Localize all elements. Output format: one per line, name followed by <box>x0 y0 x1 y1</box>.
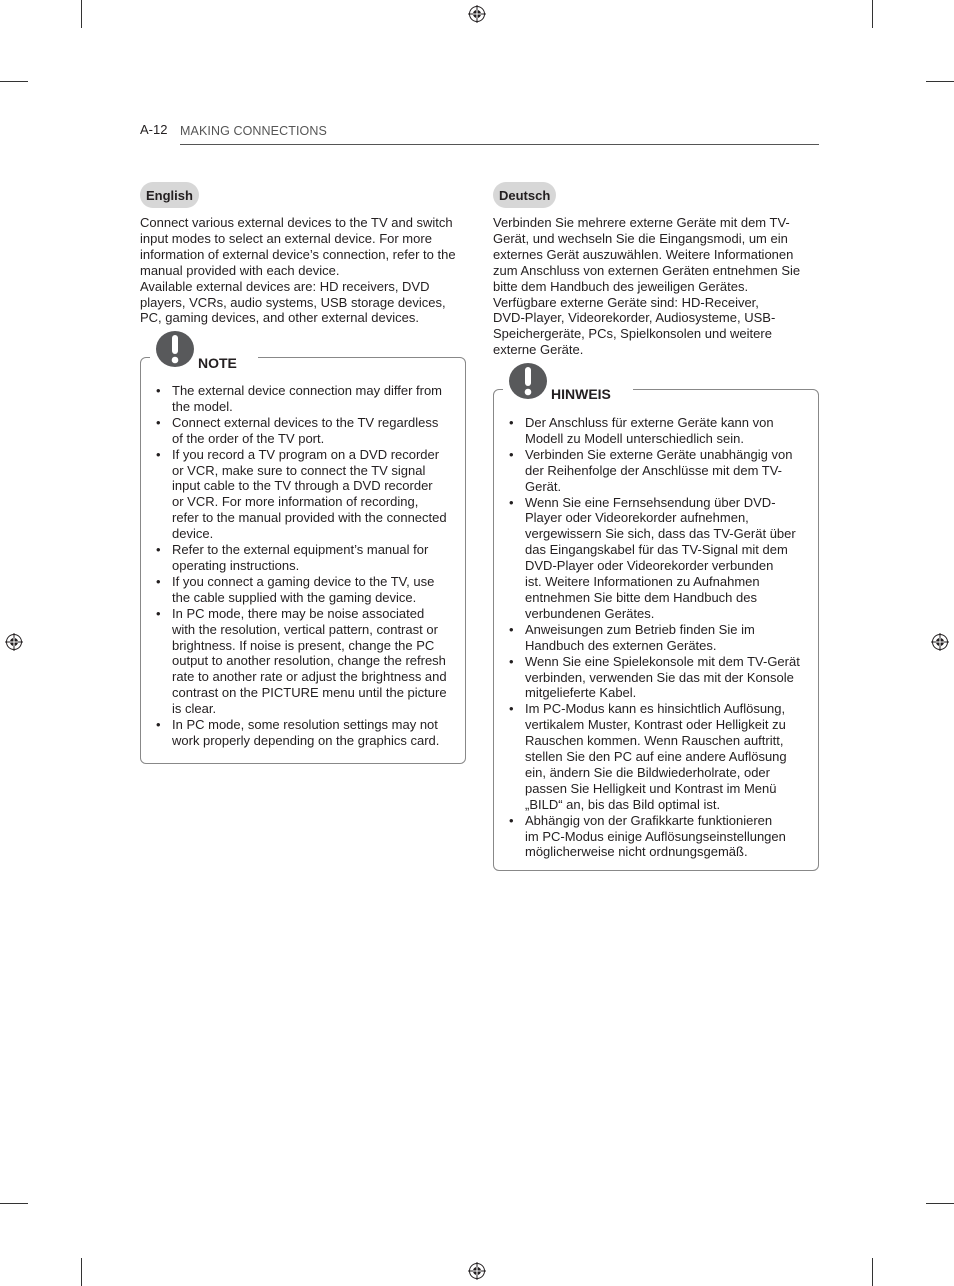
list-item: • The external device connection may differ from the model. <box>156 383 456 415</box>
crop-mark <box>926 1203 954 1204</box>
section-title: MAKING CONNECTIONS <box>180 124 327 138</box>
language-tag-deutsch: Deutsch <box>493 182 556 208</box>
list-item: • If you record a TV program on a DVD recorder or VCR, make sure to connect the TV signal input cable to the TV through a DVD recorder or VCR. For more information of recording, refer to the manual provided with the connected device. <box>156 447 456 542</box>
note-list-deutsch <box>509 415 813 860</box>
crop-mark <box>0 1203 28 1204</box>
language-tag-english: English <box>140 182 199 208</box>
list-item: • In PC mode, some resolution settings may not work properly depending on the graphics card. <box>156 717 456 749</box>
registration-mark-icon <box>931 633 949 651</box>
crop-mark <box>926 81 954 82</box>
list-item: • In PC mode, there may be noise associated with the resolution, vertical pattern, contrast or brightness. If noise is present, change the PC output to another resolution, change the refresh rate to another rate or adjust the brightness and contrast on the PICTURE menu until the picture is clear. <box>156 606 456 717</box>
note-title: HINWEIS <box>551 386 611 402</box>
registration-mark-icon <box>468 1262 486 1280</box>
list-item: • Connect external devices to the TV regardless of the order of the TV port. <box>156 415 456 447</box>
header-divider <box>180 144 819 145</box>
page-number: A-12 <box>140 122 168 137</box>
list-item: • Der Anschluss für externe Geräte kann von Modell zu Modell unterschiedlich sein. <box>509 415 813 447</box>
crop-mark <box>872 1258 873 1286</box>
exclamation-icon <box>155 330 195 368</box>
list-item: • Wenn Sie eine Spielekonsole mit dem TV-Gerät verbinden, verwenden Sie das mit der Konsole mitgelieferte Kabel. <box>509 654 813 702</box>
list-item: • Wenn Sie eine Fernsehsendung über DVD- Player oder Videorekorder aufnehmen, vergewissern Sie sich, dass das TV-Gerät über das Eingangskabel für das TV-Signal mit dem DVD-Player oder Videorekorder verbunden ist. Weitere Informationen zu Aufnahmen entnehmen Sie bitte dem Handbuch des verbundenen Gerätes. <box>509 495 813 622</box>
note-title: NOTE <box>198 355 237 371</box>
crop-mark <box>872 0 873 28</box>
note-list-english <box>156 383 456 749</box>
list-item: • Verbinden Sie externe Geräte unabhängig von der Reihenfolge der Anschlüsse mit dem TV- Gerät. <box>509 447 813 495</box>
exclamation-icon <box>508 362 548 400</box>
crop-mark <box>81 1258 82 1286</box>
crop-mark <box>81 0 82 28</box>
list-item: • If you connect a gaming device to the TV, use the cable supplied with the gaming device. <box>156 574 456 606</box>
english-intro: Connect various external devices to the TV and switch input modes to select an external device. For more information of external device’s connection, refer to the manual provided with each device. Available external devices are: HD receivers, DVD players, VCRs, audio systems, USB storage devices, PC, gaming devices, and other external devices. <box>140 215 456 326</box>
list-item: • Refer to the external equipment’s manual for operating instructions. <box>156 542 456 574</box>
list-item: • Anweisungen zum Betrieb finden Sie im Handbuch des externen Gerätes. <box>509 622 813 654</box>
registration-mark-icon <box>5 633 23 651</box>
deutsch-intro: Verbinden Sie mehrere externe Geräte mit dem TV- Gerät, und wechseln Sie die Eingangsmodi, um ein externes Gerät auszuwählen. Weitere Informationen zum Anschluss von externen Geräten entnehmen Sie bitte dem Handbuch des jeweiligen Gerätes. Verfügbare externe Geräte sind: HD-Receiver, DVD-Player, Videorekorder, Audiosysteme, USB- Speichergeräte, PCs, Spielkonsolen und weitere externe Geräte. <box>493 215 801 358</box>
list-item: • Abhängig von der Grafikkarte funktionieren im PC-Modus einige Auflösungseinstellungen möglicherweise nicht ordnungsgemäß. <box>509 813 813 861</box>
crop-mark <box>0 81 28 82</box>
registration-mark-icon <box>468 5 486 23</box>
list-item: • Im PC-Modus kann es hinsichtlich Auflösung, vertikalem Muster, Kontrast oder Helligkeit zu Rauschen kommen. Wenn Rauschen auftritt, stellen Sie den PC auf eine andere Auflösung ein, ändern Sie die Bildwiederholrate, oder passen Sie Helligkeit und Kontrast im Menü „BILD“ an, bis das Bild optimal ist. <box>509 701 813 812</box>
